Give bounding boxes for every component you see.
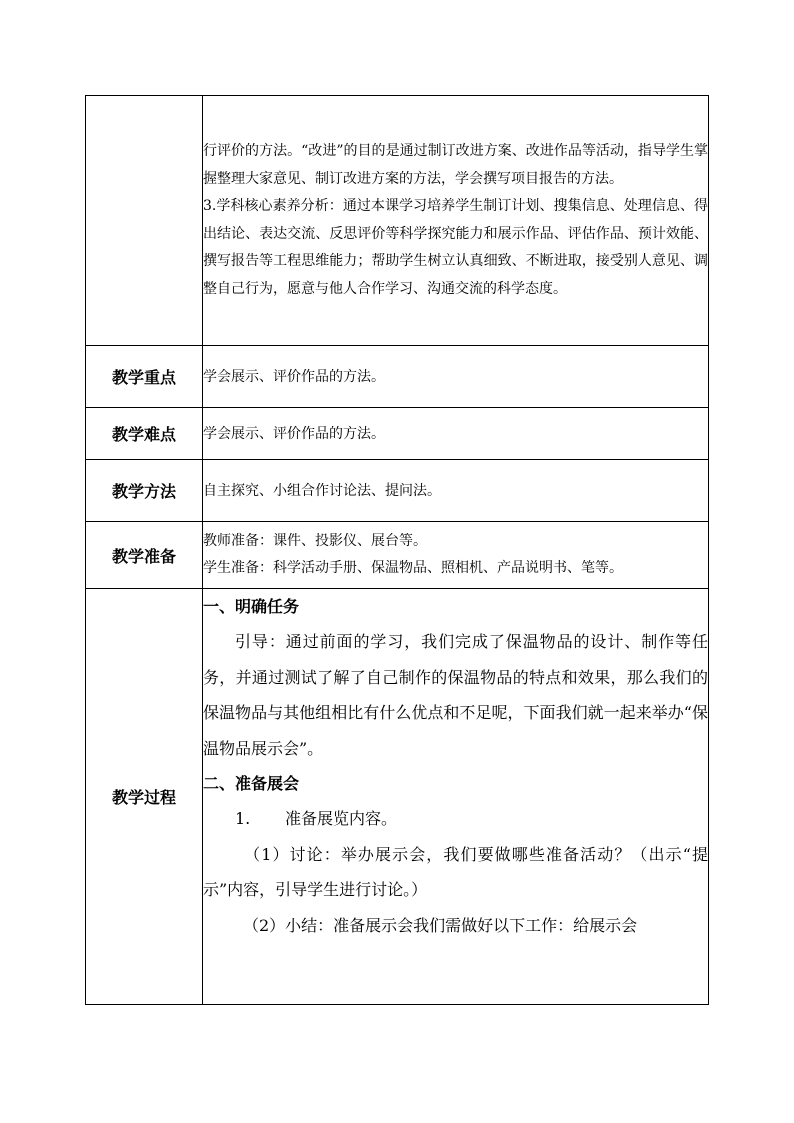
key-point-text: 学会展示、评价作品的方法。	[203, 346, 709, 408]
difficulty-row	[86, 408, 709, 460]
list-item-1	[203, 801, 708, 836]
key-point-row	[86, 346, 709, 408]
method-text: 自主探究、小组合作讨论法、提问法。	[203, 460, 709, 522]
difficulty-label: 教学难点	[86, 408, 203, 460]
process-row	[86, 589, 709, 1005]
objectives-content	[203, 96, 709, 346]
method-row	[86, 460, 709, 522]
section-1-title: 一、明确任务	[203, 597, 300, 616]
process-label: 教学过程	[86, 589, 203, 1005]
objectives-paragraph: 行评价的方法。“改进”的目的是通过制订改进方案、改进作品等活动，指导学生掌握整理大家意见、制订改进方案的方法，学会撰写项目报告的方法。	[203, 143, 708, 187]
preparation-label: 教学准备	[86, 522, 203, 589]
core-literacy-paragraph: 3.学科核心素养分析：通过本课学习培养学生制订计划、搜集信息、处理信息、得出结论、表达交流、反思评价等科学探究能力和展示作品、评估作品、预计效能、撰写报告等工程思维能力；帮助学生树立认真细致、不断进取，接受别人意见、调整自己行为，愿意与他人合作学习、沟通交流的科学态度。	[203, 198, 708, 297]
student-preparation: 学生准备：科学活动手册、保温物品、照相机、产品说明书、笔等。	[203, 560, 623, 576]
sub-item-2-text: （2）小结：准备展示会我们需做好以下工作：给展示会	[243, 915, 638, 935]
preparation-content	[203, 522, 709, 589]
teacher-preparation: 教师准备：课件、投影仪、展台等。	[203, 533, 427, 549]
difficulty-text: 学会展示、评价作品的方法。	[203, 408, 709, 460]
objectives-row	[86, 96, 709, 346]
sub-item-1	[203, 837, 708, 908]
list-item-1-number: 1.	[235, 809, 251, 829]
method-label: 教学方法	[86, 460, 203, 522]
preparation-row	[86, 522, 709, 589]
list-item-1-text: 准备展览内容。	[285, 809, 398, 829]
key-point-label: 教学重点	[86, 346, 203, 408]
sub-item-1-text: （1）讨论：举办展示会，我们要做哪些准备活动？（出示“提示”内容，引导学生进行讨论。）	[203, 844, 708, 900]
lesson-plan-table	[85, 95, 709, 1005]
objectives-label-cell	[86, 96, 203, 346]
process-content	[203, 589, 709, 1005]
section-1-text: 引导：通过前面的学习，我们完成了保温物品的设计、制作等任务，并通过测试了解了自己制作的保温物品的特点和效果，那么我们的保温物品与其他组相比有什么优点和不足呢，下面我们就一起来举办“保温物品展示会”。	[203, 632, 708, 758]
sub-item-2	[203, 908, 708, 943]
section-2-title: 二、准备展会	[203, 774, 300, 794]
